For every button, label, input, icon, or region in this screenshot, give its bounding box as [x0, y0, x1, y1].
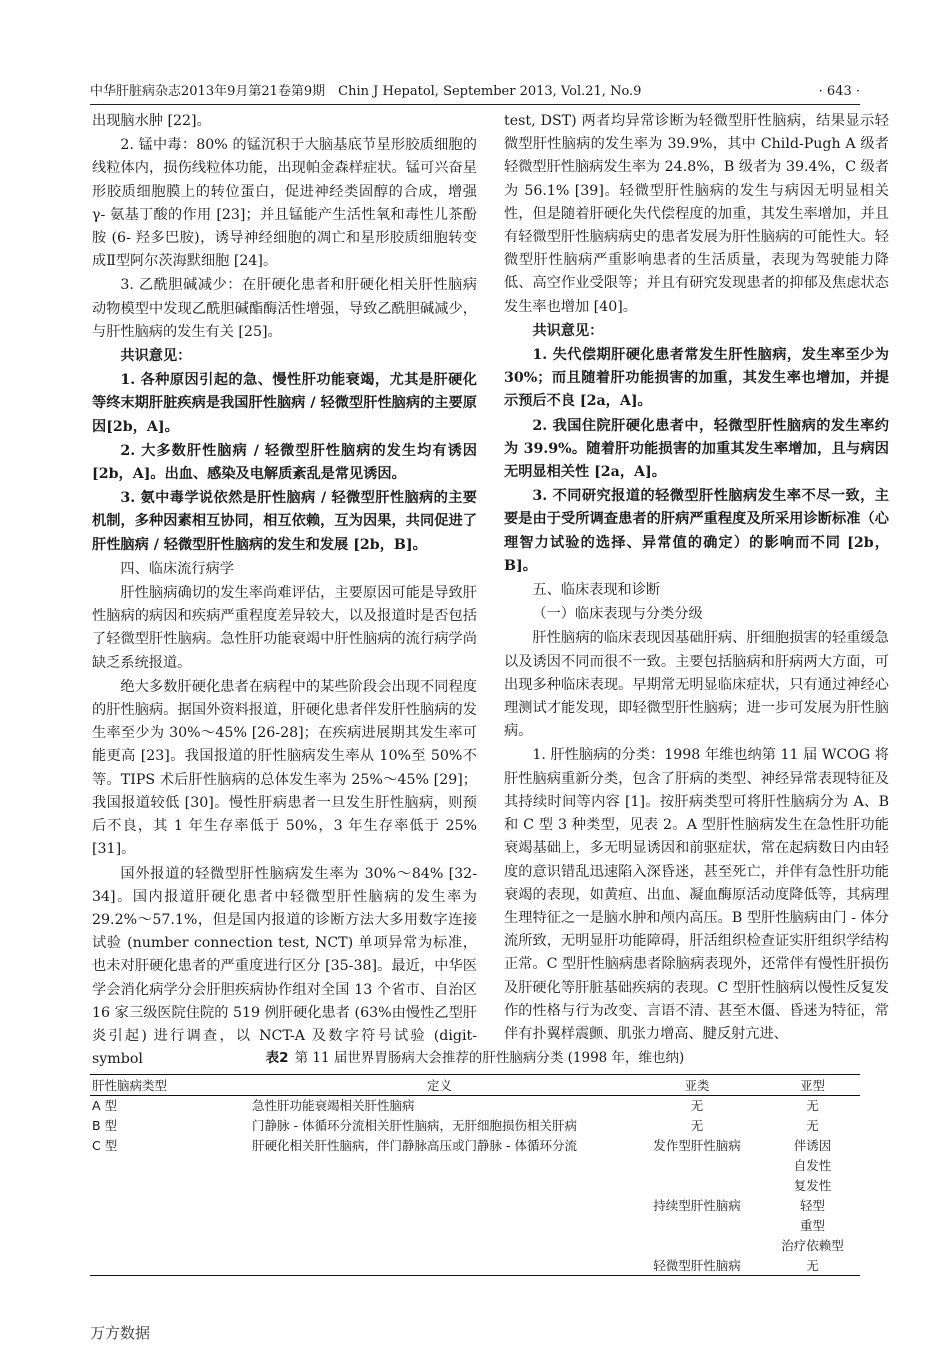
table-row: [92, 1096, 858, 1116]
table-body: [92, 1096, 858, 1276]
col-header-definition: 定义: [426, 1078, 452, 1093]
cell-type: A 型: [92, 1098, 118, 1113]
subtype-item: 治疗依赖型: [781, 1238, 844, 1253]
cell-subtype: [767, 1136, 858, 1276]
paragraph: 1. 失代偿期肝硬化患者常发生肝性脑病，发生率至少为 30%；而且随着肝功能损害的加重，其发生率也增加，并提示预后不良 [2a，A]。: [504, 347, 889, 410]
table-caption: [90, 1048, 860, 1068]
paragraph: 共识意见：: [120, 348, 192, 365]
subtype-item: 自发性: [793, 1158, 832, 1173]
paragraph: 出现脑水肿 [22]。: [92, 113, 211, 129]
col-header-subclass: 亚类: [684, 1078, 710, 1093]
paragraph: 共识意见：: [532, 322, 604, 339]
cell-definition: 肝硬化相关肝性脑病，伴门静脉高压或门静脉 - 体循环分流: [252, 1138, 577, 1153]
subclass-item: [627, 1236, 767, 1256]
cell-definition: 门静脉 - 体循环分流相关肝性脑病，无肝细胞损伤相关肝病: [252, 1118, 577, 1133]
subclass-item: 持续型肝性脑病: [653, 1198, 741, 1213]
subtype-item: 伴诱因: [793, 1138, 832, 1153]
cell-definition: 急性肝功能衰竭相关肝性脑病: [252, 1098, 415, 1113]
paragraph: 3. 不同研究报道的轻微型肝性脑病发生率不尽一致，主要是由于受所调查患者的肝病严重程度及所采用诊断标准（心理智力试验的选择、异常值的确定）的影响而不同 [2b，B]。: [504, 488, 889, 574]
classification-table: [92, 1076, 858, 1276]
cell-subclass: [627, 1136, 767, 1276]
subclass-item: 无: [690, 1098, 704, 1113]
watermark: 万方数据: [90, 1324, 151, 1342]
subtype-item: 无: [806, 1098, 819, 1113]
paragraph: 1. 各种原因引起的急、慢性肝功能衰竭，尤其是肝硬化等终末期肝脏疾病是我国肝性脑病 / 轻微型肝性脑病的主要原因[2b，A]。: [92, 372, 477, 435]
cell-subtype: [767, 1096, 858, 1116]
paragraph: test, DST) 两者均异常诊断为轻微型肝性脑病，结果显示轻微型肝性脑病的发生率为 39.9%，其中 Child-Pugh A 级者轻微型肝性脑病发生率为 24.8%，B 级者为 39.4%，C 级者为 56.1% [39]。轻微型肝性脑病的发生与病因无明显相关性，但是随着肝硬化失代偿程度的加重，其发生率增加，并且有轻微型肝性脑病病史的患者发展为肝性脑病的可能性大。轻微型肝性脑病严重影响患者的生活质量，表现为驾驶能力降低、高空作业受限等；并且有研究发现患者的抑郁及焦虑状态发生率也增加 [40]。: [504, 113, 889, 315]
running-header: [90, 83, 860, 103]
subclass-item: [627, 1156, 767, 1176]
subtype-item: 轻型: [799, 1198, 825, 1213]
subclass-item: [627, 1216, 767, 1236]
col-header-subtype: 亚型: [799, 1078, 825, 1093]
table-row: [92, 1136, 858, 1276]
journal-citation: 中华肝脏病杂志2013年9月第21卷第9期 Chin J Hepatol, September 2013, Vol.21, No.9: [90, 84, 642, 99]
subtype-item: 重型: [799, 1218, 825, 1233]
table-row: [92, 1116, 858, 1136]
section-heading: 四、临床流行病学: [120, 560, 234, 577]
subclass-item: [627, 1176, 767, 1196]
paragraph: 3. 乙酰胆碱减少：在肝硬化患者和肝硬化相关肝性脑病动物模型中发现乙酰胆碱酯酶活性增强，导致乙酰胆碱减少，与肝性脑病的发生有关 [25]。: [92, 277, 477, 340]
table-title: 第 11 届世界胃肠病大会推荐的肝性脑病分类 (1998 年，维也纳): [294, 1050, 685, 1066]
paragraph: 3. 氨中毒学说依然是肝性脑病 / 轻微型肝性脑病的主要机制，多种因素相互协同，相互依赖，互为因果，共同促进了肝性脑病 / 轻微型肝性脑病的发生和发展 [2b，B]。: [92, 490, 477, 553]
col-header-type: 肝性脑病类型: [92, 1078, 168, 1093]
table-top-rule: [90, 1074, 860, 1075]
paragraph: 肝性脑病的临床表现因基础肝病、肝细胞损害的轻重缓急以及诱因不同而很不一致。主要包括脑病和肝病两大方面，可出现多种临床表现。早期常无明显临床症状，只有通过神经心理测试才能发现，即轻微型肝性脑病；进一步可发展为肝性脑病。: [504, 630, 889, 740]
subtype-item: 复发性: [793, 1178, 832, 1193]
section-heading: （一）临床表现与分类分级: [532, 606, 703, 623]
paragraph: 2. 大多数肝性脑病 / 轻微型肝性脑病的发生均有诱因[2b，A]。出血、感染及电解质紊乱是常见诱因。: [92, 442, 477, 483]
paragraph: 国外报道的轻微型肝性脑病发生率为 30%～84% [32-34]。国内报道肝硬化患者中轻微型肝性脑病的发生率为 29.2%～57.1%，但是国内报道的诊断方法大多用数字连接试验 (number connection test, NCT) 单项异常为标准，也未对肝硬化患者的严重度进行区分 [35-38]。最近，中华医学会消化病学分会肝胆疾病协作组对全国 13 个省市、自治区 16 家三级医院住院的 519 例肝硬化患者 (63%由慢性乙型肝炎引起) 进行调查，以 NCT-A 及数字符号试验 (digit-symbol: [92, 865, 477, 1068]
header-rule: [90, 104, 860, 105]
subclass-item: 发作型肝性脑病: [653, 1138, 741, 1153]
cell-subtype: [767, 1116, 858, 1136]
subclass-item: 轻微型肝性脑病: [653, 1258, 741, 1273]
paragraph: 肝性脑病确切的发生率尚难评估，主要原因可能是导致肝性脑病的病因和疾病严重程度差异较大，以及报道时是否包括了轻微型肝性脑病。急性肝功能衰竭中肝性脑病的流行病学尚缺乏系统报道。: [92, 585, 477, 671]
table-header-row: [92, 1076, 858, 1096]
subtype-item: 无: [806, 1258, 819, 1273]
subtype-item: 无: [806, 1118, 819, 1133]
table-label: 表2: [265, 1050, 289, 1066]
cell-type: B 型: [92, 1118, 118, 1133]
cell-subclass: [627, 1116, 767, 1136]
paragraph: 1. 肝性脑病的分类：1998 年维也纳第 11 届 WCOG 将肝性脑病重新分类，包含了肝病的类型、神经异常表现特征及其持续时间等内容 [1]。按肝病类型可将肝性脑病分为 A、B 和 C 型 3 种类型，见表 2。A 型肝性脑病发生在急性肝功能衰竭基础上，多无明显诱因和前驱症状，常在起病数日内由轻度的意识错乱迅速陷入深昏迷，甚至死亡，并伴有急性肝功能衰竭的表现，如黄疸、出血、凝血酶原活动度降低等，其病理生理特征之一是脑水肿和颅内高压。B 型肝性脑病由门 - 体分流所致，无明显肝功能障碍，肝活组织检查证实肝组织学结构正常。C 型肝性脑病患者除脑病表现外，还常伴有慢性肝损伤及肝硬化等肝脏基础疾病的表现。C 型肝性脑病以慢性反复发作的性格与行为改变、言语不清、甚至木僵、昏迷为特征，常伴有扑翼样震颤、肌张力增高、腱反射亢进、: [504, 747, 889, 1042]
cell-type: C 型: [92, 1138, 118, 1153]
subclass-item: 无: [690, 1118, 704, 1133]
section-heading: 五、临床表现和诊断: [532, 582, 661, 599]
cell-subclass: [627, 1096, 767, 1116]
paragraph: 2. 我国住院肝硬化患者中，轻微型肝性脑病的发生率约为 39.9%。随着肝功能损害的加重其发生率增加，且与病因无明显相关性 [2a，A]。: [504, 417, 889, 481]
left-column: [92, 110, 477, 1071]
page-number: · 643 ·: [818, 84, 860, 99]
right-column: [504, 110, 889, 1046]
paragraph: 绝大多数肝硬化患者在病程中的某些阶段会出现不同程度的肝性脑病。据国外资料报道，肝硬化患者伴发肝性脑病的发生率至少为 30%～45% [26-28]；在疾病进展期其发生率可能更高 [23]。我国报道的肝性脑病发生率从 10%至 50%不等。TIPS 术后肝性脑病的总体发生率为 25%～45% [29]；我国报道较低 [30]。慢性肝病患者一旦发生肝性脑病，则预后不良，其 1 年生存率低于 50%，3 年生存率低于 25% [31]。: [92, 678, 477, 858]
paragraph: 2. 锰中毒：80% 的锰沉积于大脑基底节星形胶质细胞的线粒体内，损伤线粒体功能，出现帕金森样症状。锰可兴奋星形胶质细胞膜上的转位蛋白，促进神经类固醇的合成，增强 γ- 氨基丁酸的作用 [23]；并且锰能产生活性氧和毒性儿茶酚胺 (6- 羟多巴胺)，诱导神经细胞的凋亡和星形胶质细胞转变成Ⅱ型阿尔茨海默细胞 [24]。: [92, 137, 477, 270]
